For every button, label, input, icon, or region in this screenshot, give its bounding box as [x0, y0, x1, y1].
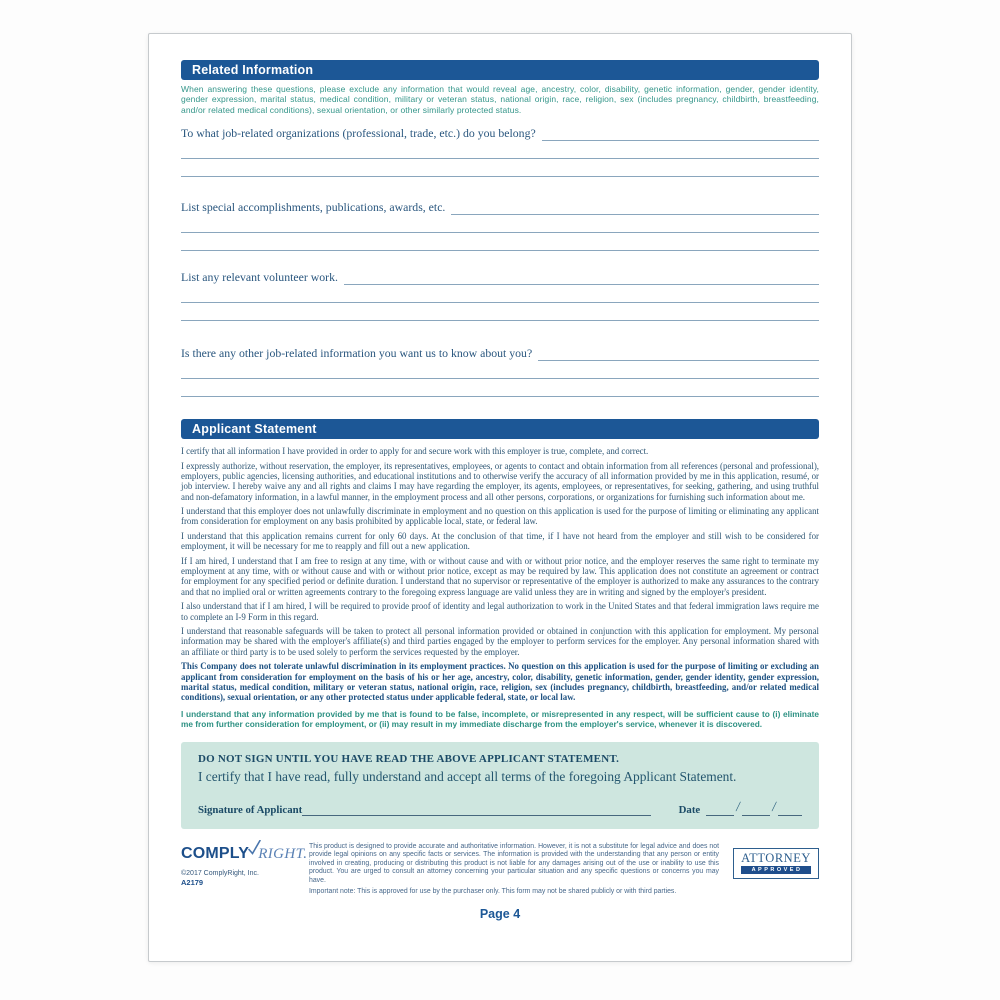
checkmark-swoosh-icon — [248, 840, 261, 855]
statement-paragraph-nondiscrimination: This Company does not tolerate unlawful discrimination in its employment practices. No question on this application is used for the purpose of limiting or excluding an applicant from consideration for employment on the basis of his or her age, ancestry, color, disability, genetic information, gender, gender identity, gender expression, marital status, medical condition, military or veteran status, national origin, race, religion, sex (includes pregnancy, childbirth, breastfeeding, and/or related medical conditions), sexual orientation, or any other protected status under applicable federal, state, or local law. — [181, 661, 819, 702]
section-title: Applicant Statement — [192, 422, 317, 437]
signature-row — [198, 800, 802, 816]
question-label: Is there any other job-related information you want us to know about you? — [181, 346, 533, 361]
statement-paragraph: I understand that this application remains current for only 60 days. At the conclusion of that time, if I have not heard from the employer and still wish to be considered for employment, it will be necessary for me to reapply and fill out a new application. — [181, 531, 819, 552]
attorney-approved-stamp-area — [733, 843, 819, 897]
answer-line — [181, 303, 819, 321]
section-header-applicant-statement — [181, 419, 819, 439]
signature-line — [302, 804, 650, 816]
section-header-related-information — [181, 60, 819, 80]
date-line-day — [742, 804, 770, 816]
answer-line — [181, 159, 819, 177]
answer-line — [181, 361, 819, 379]
publisher-block — [181, 843, 309, 897]
important-note-text: Important note: This is approved for use by the purchaser only. This form may not be shared publicly or with third parties. — [309, 888, 677, 896]
legal-disclaimer-text: This product is designed to provide accurate and authoritative information. However, it is not a substitute for legal advice and does not provide legal opinions on any specific facts or services. The information is provided with the understanding that any person or entity involved in creating, producing or distributing this product is not liable for any damages arising out of the use or inability to use this product. You are urged to consult an attorney concerning your particular situation and any specific questions or concerns you may have. — [309, 842, 719, 884]
answer-line — [181, 379, 819, 397]
applicant-statement-body — [181, 446, 819, 729]
date-slash: / — [771, 799, 778, 815]
statement-paragraph: I also understand that if I am hired, I will be required to provide proof of identity and legal authorization to work in the United States and that federal immigration laws require me to complete an I-9 Form in this regard. — [181, 601, 819, 622]
statement-paragraph: I understand that this employer does not unlawfully discriminate in employment and no question on this application is used for the purpose of limiting or eliminating any applicant from consideration for employment on any basis prohibited by applicable local, state, or federal law. — [181, 506, 819, 527]
complyright-logo — [181, 843, 309, 863]
question-label: To what job-related organizations (professional, trade, etc.) do you belong? — [181, 126, 536, 141]
stamp-approved-text: APPROVED — [741, 866, 811, 875]
legal-disclaimer-block — [309, 843, 733, 897]
question-block-organizations — [181, 125, 819, 177]
question-label: List any relevant volunteer work. — [181, 270, 338, 285]
date-slash: / — [735, 799, 742, 815]
answer-line — [451, 201, 819, 215]
certification-sentence: I certify that I have read, fully understand and accept all terms of the foregoing Applicant Statement. — [198, 768, 737, 784]
date-line-month — [706, 804, 734, 816]
statement-paragraph: I understand that reasonable safeguards will be taken to protect all personal information provided or obtained in conjunction with this application for employment. My personal information may be shared with the employer's affiliate(s) and third parties engaged by the employer to perform services for the employer. Any personal information shared with an affiliate or third party is to be used solely to perform the services requested by the employer. — [181, 626, 819, 657]
signature-label: Signature of Applicant — [198, 803, 303, 816]
logo-text-comply: COMPLY — [181, 844, 250, 862]
answer-line — [181, 285, 819, 303]
question-block-volunteer-work — [181, 269, 819, 321]
attorney-approved-stamp — [733, 848, 819, 880]
question-label: List special accomplishments, publications, awards, etc. — [181, 200, 446, 215]
answer-line — [181, 233, 819, 251]
answer-line — [542, 127, 819, 141]
answer-line — [181, 141, 819, 159]
statement-paragraph: I expressly authorize, without reservation, the employer, its representatives, employees, or agents to contact and obtain information from all references (personal and professional), employers, public agencies, licensing authorities, and educational institutions and to otherwise verify the accuracy of all information provided by me in this application, resumé, or job interview. I hereby waive any and all rights and claims I may have regarding the employer, its agents, employees, or representatives, for seeking, gathering, and using truthful and non-defamatory information, in a lawful manner, in the employment process and all other persons, corporations, or organizations for furnishing such information about me. — [181, 460, 819, 502]
logo-text-right: RIGHT. — [258, 845, 308, 862]
question-block-accomplishments — [181, 199, 819, 251]
form-number: A2179 — [181, 877, 204, 887]
date-line-year — [778, 804, 802, 816]
answer-line — [538, 347, 819, 361]
signature-box — [181, 742, 819, 829]
statement-paragraph: I certify that all information I have provided in order to apply for and secure work with this employer is true, complete, and correct. — [181, 446, 649, 457]
application-form-sheet — [148, 33, 852, 962]
do-not-sign-warning: DO NOT SIGN UNTIL YOU HAVE READ THE ABOVE APPLICANT STATEMENT. — [198, 752, 620, 765]
eeo-exclusion-notice: When answering these questions, please exclude any information that would reveal age, ancestry, color, disability, genetic information, gender, gender identity, gender expression, marital status, medical condition, military or veteran status, national origin, race, religion, sex (includes pregnancy, childbirth, breastfeeding, and/or related medical conditions), sexual orientation, or other similarly protected status. — [181, 84, 819, 115]
answer-line — [181, 215, 819, 233]
statement-paragraph: If I am hired, I understand that I am free to resign at any time, with or without cause and with or without prior notice, and the employer reserves the same right to terminate my employment at any time, with or without cause and with or without prior notice, except as may be required by law. This application does not constitute an agreement or contract for employment for any specified period or definite duration. I understand that no supervisor or representative of the employer is authorized to make any assurances to the contrary and that no implied oral or written agreements contrary to the foregoing express language are valid unless they are in writing and signed by the employer's president. — [181, 556, 819, 597]
page-number: Page 4 — [479, 906, 521, 921]
section-title: Related Information — [192, 63, 314, 77]
copyright-text: ©2017 ComplyRight, Inc. — [181, 869, 259, 877]
question-block-other-information — [181, 345, 819, 397]
stamp-attorney-text: ATTORNEY — [741, 850, 811, 865]
form-footer — [181, 843, 819, 897]
date-label: Date — [678, 803, 701, 816]
answer-line — [344, 271, 819, 285]
statement-paragraph-falsification: I understand that any information provided by me that is found to be false, incomplete, or misrepresented in any respect, will be sufficient cause to (i) eliminate me from further consideration for employment, or (ii) may result in my immediate discharge from the employer's service, whenever it is discovered. — [181, 709, 819, 730]
